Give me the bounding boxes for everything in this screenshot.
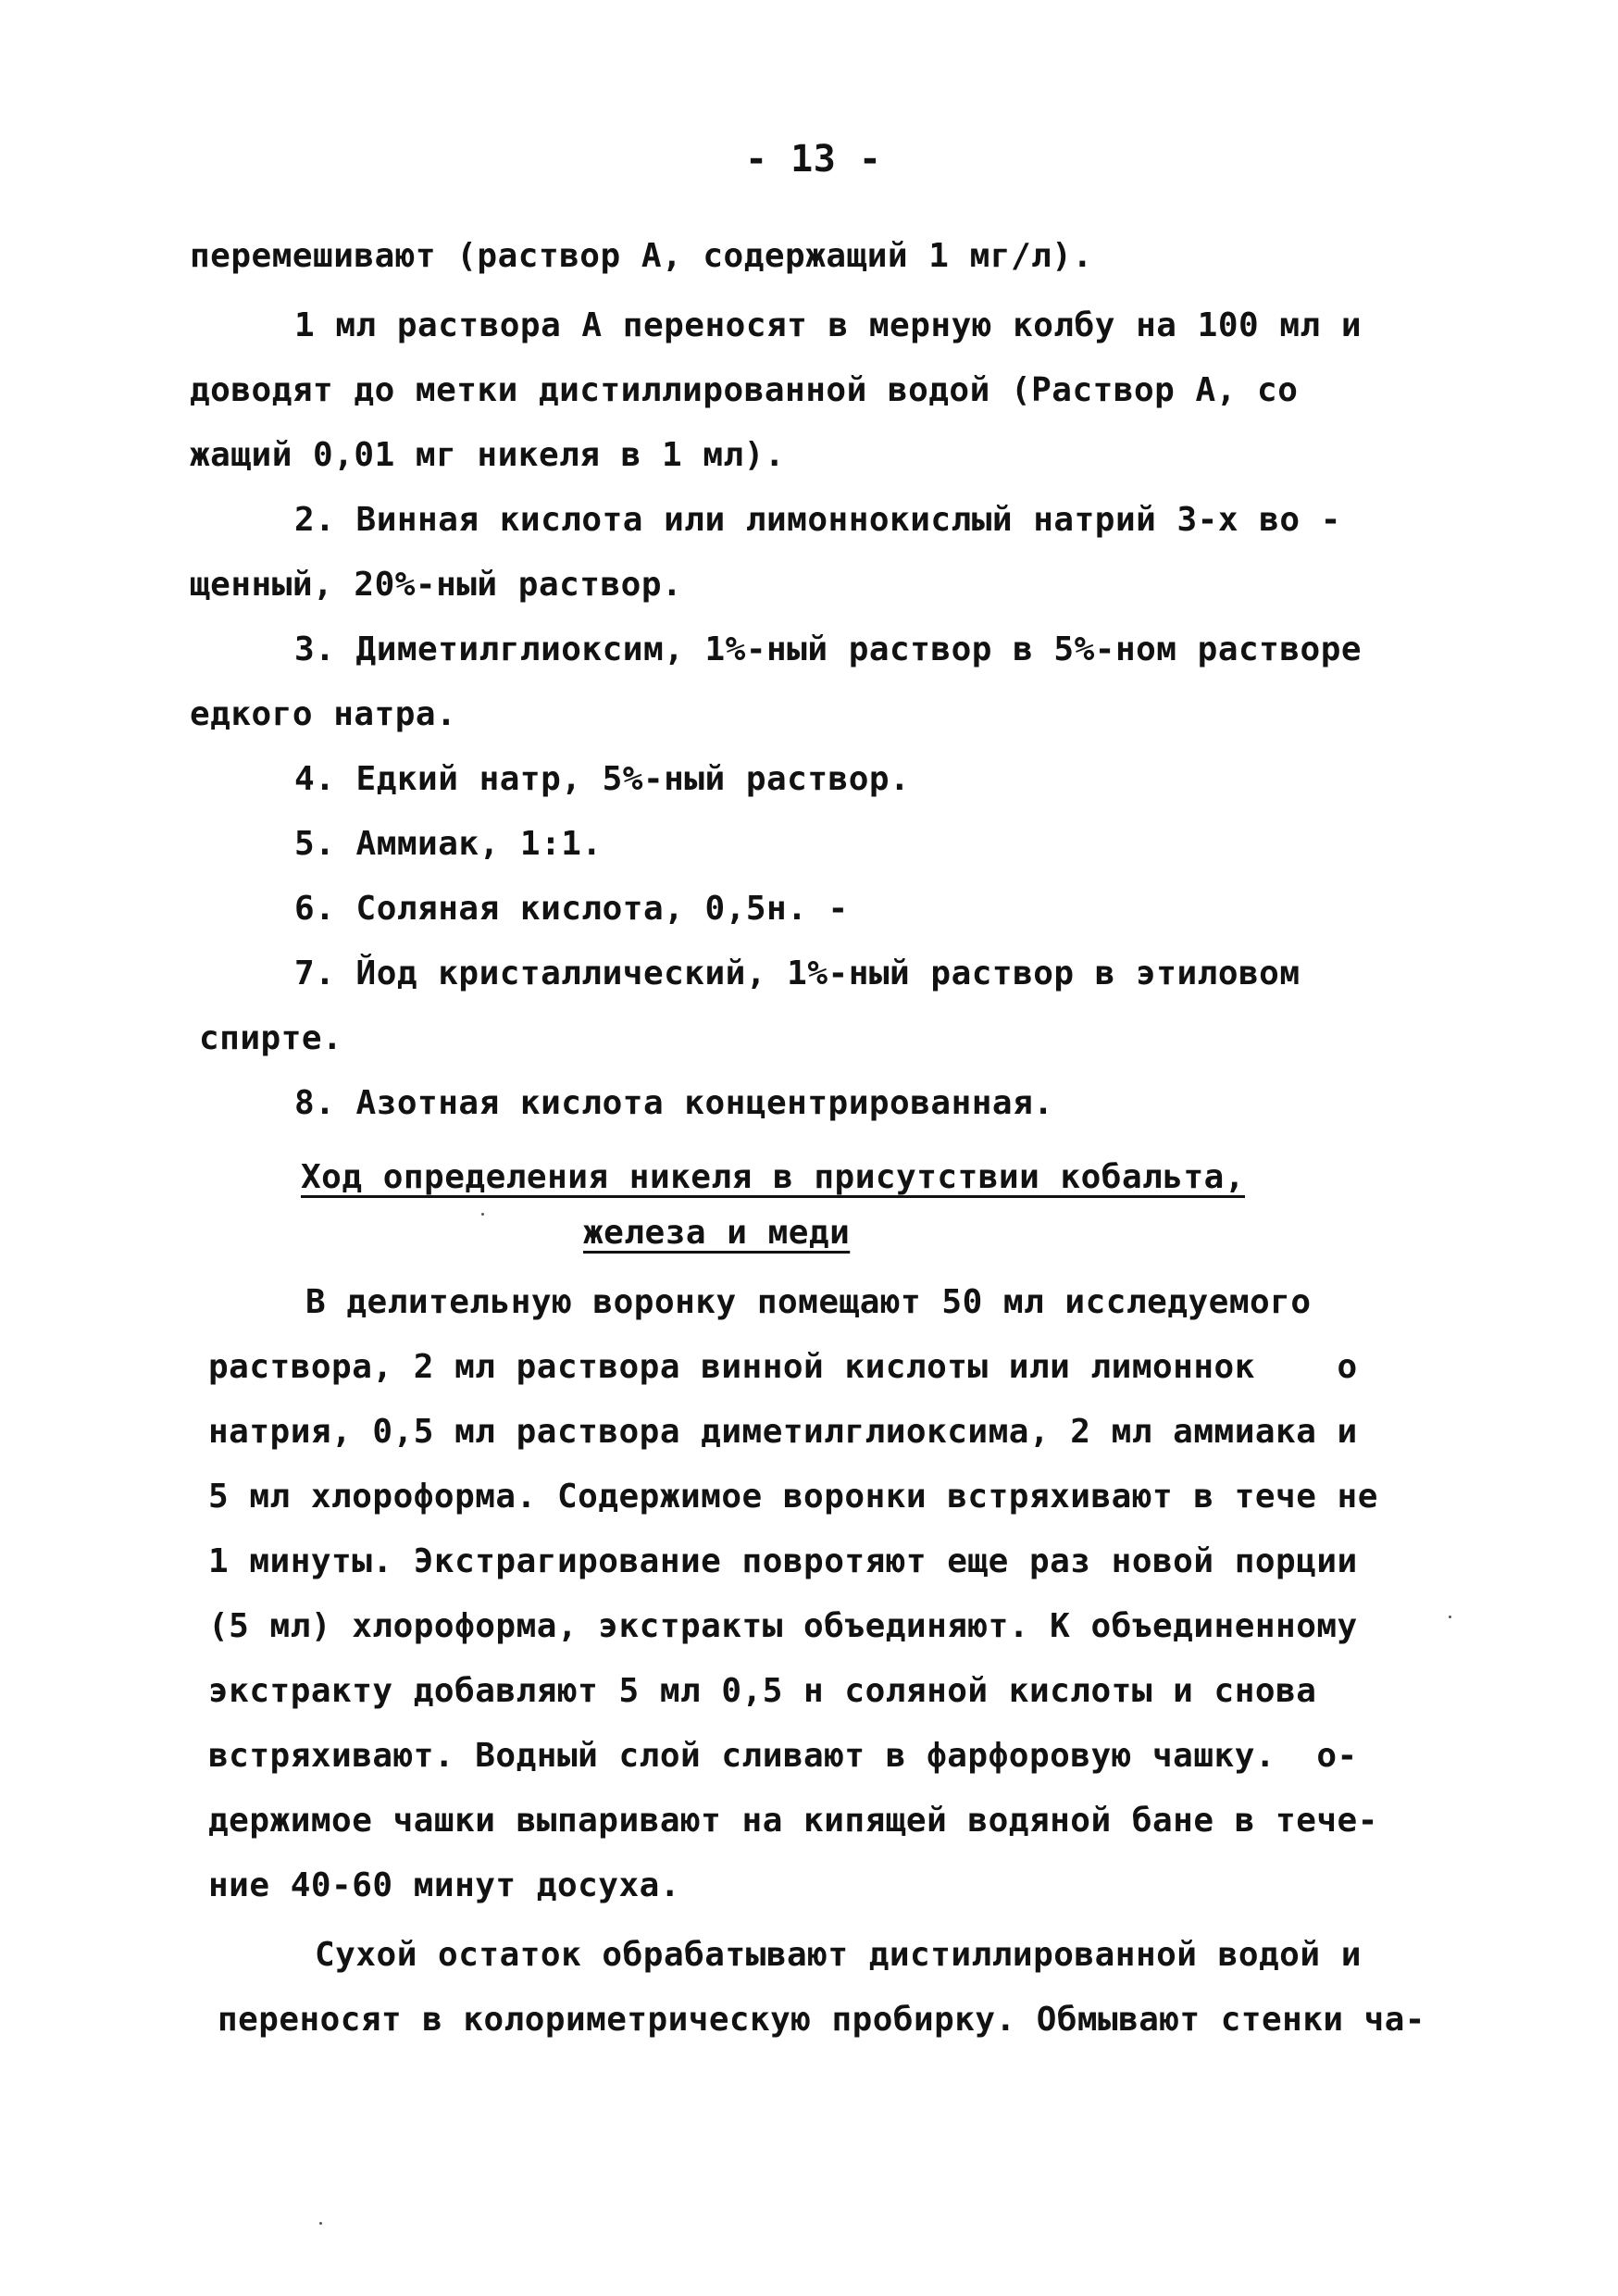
para-line: В делительную воронку помещают 50 мл исследуемого bbox=[305, 1283, 1312, 1321]
para-line: ние 40-60 минут досуха. bbox=[208, 1866, 680, 1904]
para-line: экстракту добавляют 5 мл 0,5 н соляной кислоты и снова bbox=[208, 1672, 1317, 1710]
text-line: перемешивают (раствор А, содержащий 1 мг/л). bbox=[190, 237, 1093, 275]
para-line: встряхивают. Водный слой сливают в фарфоровую чашку. о- bbox=[208, 1737, 1358, 1775]
para-line: Сухой остаток обрабатывают дистиллированной водой и bbox=[315, 1936, 1362, 1974]
text-line: едкого натра. bbox=[190, 695, 457, 733]
text-line: щенный, 20%-ный раствор. bbox=[190, 566, 683, 604]
reagent-item-8: 8. Азотная кислота концентрированная. bbox=[294, 1084, 1054, 1122]
reagent-item-7: 7. Йод кристаллический, 1%-ный раствор в этиловом bbox=[294, 955, 1301, 992]
section-heading-line-1: Ход определения никеля в присутствии кобальта, bbox=[301, 1158, 1245, 1196]
section-heading-line-2: железа и меди bbox=[583, 1214, 851, 1252]
para-line: переносят в колориметрическую пробирку. Обмывают стенки ча- bbox=[218, 2001, 1425, 2039]
reagent-item-2: 2. Винная кислота или лимоннокислый натрий 3-х во - bbox=[294, 501, 1341, 539]
scan-speck bbox=[319, 2222, 322, 2225]
text-line: спирте. bbox=[199, 1019, 343, 1057]
text-line: 1 мл раствора А переносят в мерную колбу на 100 мл и bbox=[294, 306, 1363, 344]
scan-speck bbox=[1449, 1616, 1451, 1618]
text-line: жащий 0,01 мг никеля в 1 мл). bbox=[190, 436, 786, 474]
reagent-item-5: 5. Аммиак, 1:1. bbox=[294, 825, 603, 863]
para-line: 1 минуты. Экстрагирование повротяют еще раз новой порции bbox=[208, 1542, 1358, 1580]
reagent-item-4: 4. Едкий натр, 5%-ный раствор. bbox=[294, 760, 911, 798]
reagent-item-3: 3. Диметилглиоксим, 1%-ный раствор в 5%-ном растворе bbox=[294, 630, 1363, 668]
reagent-item-6: 6. Соляная кислота, 0,5н. - bbox=[294, 890, 849, 928]
para-line: (5 мл) хлороформа, экстракты объединяют. К объединенному bbox=[208, 1607, 1358, 1645]
para-line: держимое чашки выпаривают на кипящей водяной бане в тече- bbox=[208, 1802, 1378, 1840]
para-line: 5 мл хлороформа. Содержимое воронки встряхивают в тече не bbox=[208, 1478, 1378, 1516]
para-line: натрия, 0,5 мл раствора диметилглиоксима, 2 мл аммиака и bbox=[208, 1413, 1358, 1451]
text-line: доводят до метки дистиллированной водой (Раствор А, со bbox=[190, 371, 1299, 409]
para-line: раствора, 2 мл раствора винной кислоты или лимоннок о bbox=[208, 1348, 1358, 1386]
page-number: - 13 - bbox=[745, 138, 882, 181]
scan-speck bbox=[481, 1213, 484, 1216]
